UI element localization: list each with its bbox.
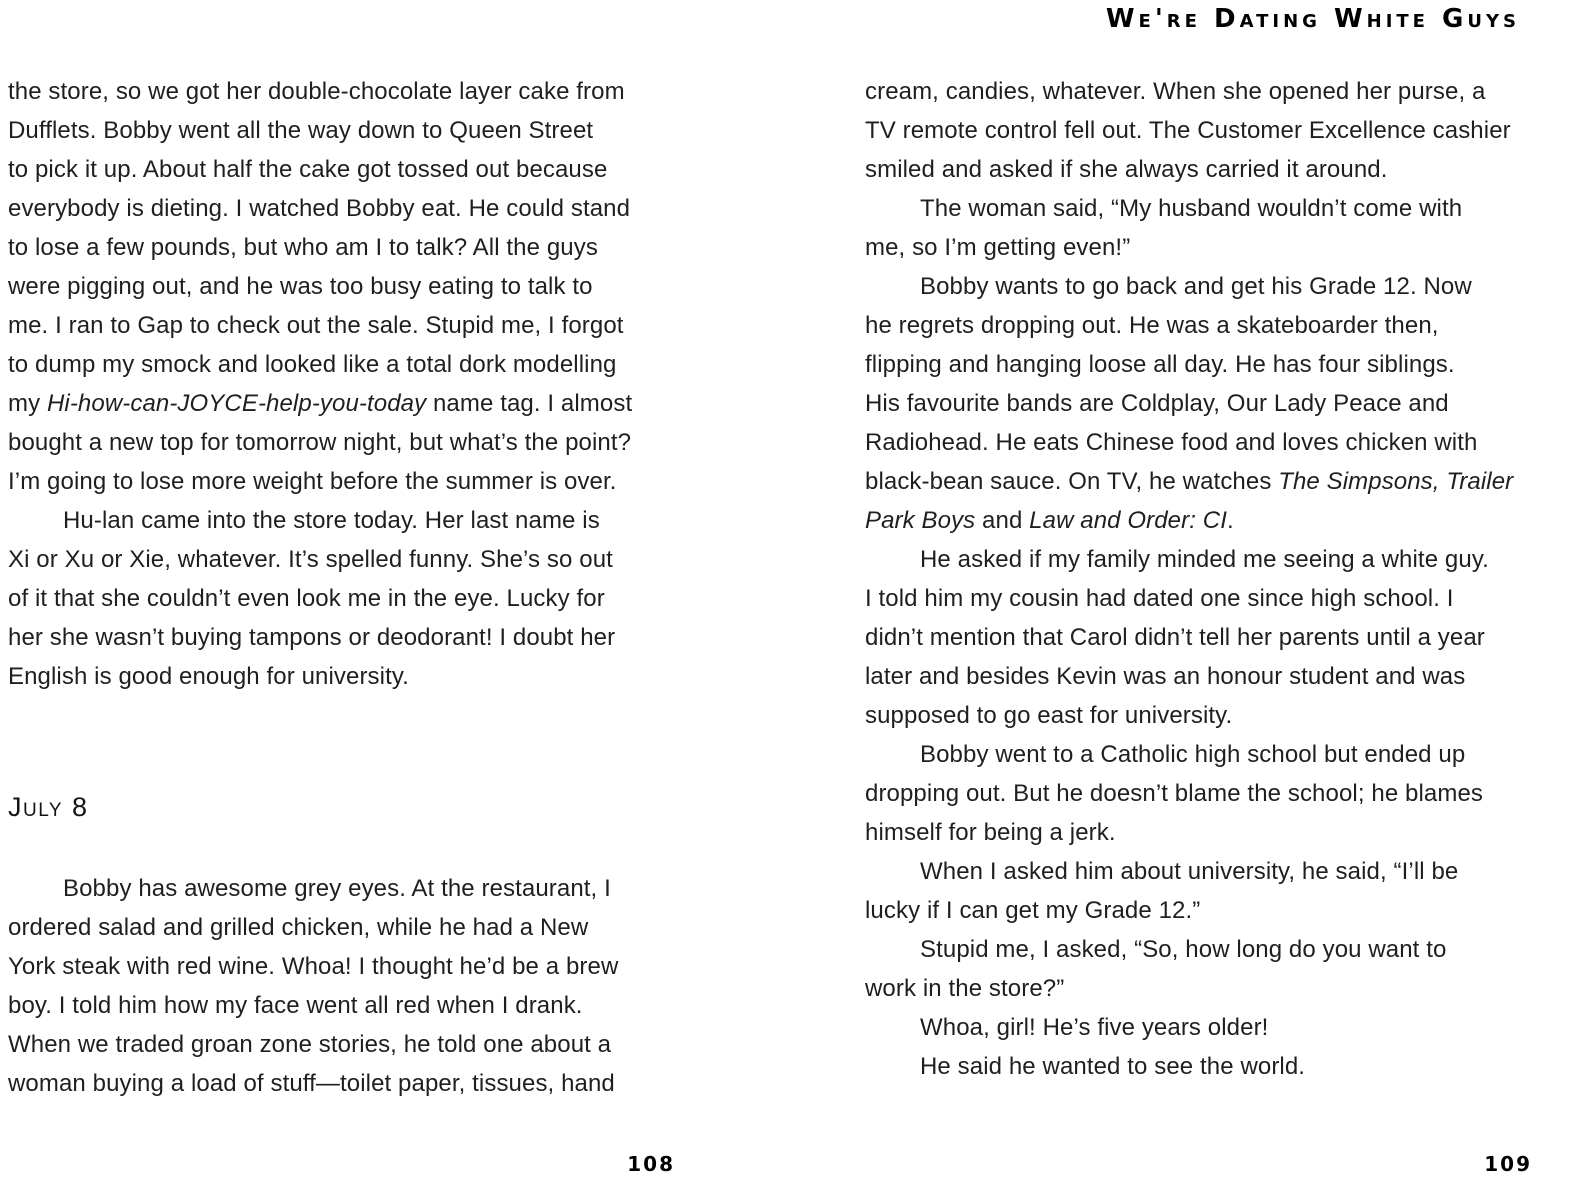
text-line: boy. I told him how my face went all red when I drank. [8,992,583,1019]
text-line: my Hi-how-can-JOYCE-help-you-today name tag. I almost [8,390,633,417]
text-line: He asked if my family minded me seeing a white guy. [920,546,1489,573]
text-line: lucky if I can get my Grade 12.” [865,897,1201,924]
text-line: me, so I’m getting even!” [865,234,1131,261]
text-line: Park Boys and Law and Order: CI. [865,507,1234,534]
text-line: Radiohead. He eats Chinese food and loves chicken with [865,429,1478,456]
paragraph [865,1008,1532,1047]
paragraph [8,501,675,696]
text-line: Bobby has awesome grey eyes. At the restaurant, I [63,875,611,902]
right-page-number: 109 [1484,1152,1532,1176]
text-line: English is good enough for university. [8,663,409,690]
text-line: himself for being a jerk. [865,819,1116,846]
paragraph [865,189,1532,267]
text-line: were pigging out, and he was too busy eating to talk to [8,273,593,300]
text-line: The woman said, “My husband wouldn’t come with [920,195,1463,222]
text-line: smiled and asked if she always carried it around. [865,156,1388,183]
right-page-text [865,72,1532,1086]
text-line: His favourite bands are Coldplay, Our Lady Peace and [865,390,1449,417]
text-line: to lose a few pounds, but who am I to talk? All the guys [8,234,598,261]
text-line: Dufflets. Bobby went all the way down to Queen Street [8,117,594,144]
text-line: I told him my cousin had dated one since high school. I [865,585,1454,612]
text-line: When we traded groan zone stories, he told one about a [8,1031,612,1058]
text-line: He said he wanted to see the world. [920,1053,1306,1080]
text-line: When I asked him about university, he said, “I’ll be [920,858,1459,885]
paragraph [8,869,675,1103]
text-line: Whoa, girl! He’s five years older! [920,1014,1269,1041]
paragraph [865,1047,1532,1086]
paragraph [865,930,1532,1008]
text-line: ordered salad and grilled chicken, while he had a New [8,914,589,941]
text-line: the store, so we got her double-chocolate layer cake from [8,78,625,105]
text-line: didn’t mention that Carol didn’t tell her parents until a year [865,624,1485,651]
text-line: her she wasn’t buying tampons or deodorant! I doubt her [8,624,616,651]
text-line: Bobby wants to go back and get his Grade 12. Now [920,273,1472,300]
text-line: of it that she couldn’t even look me in the eye. Lucky for [8,585,605,612]
paragraph [8,72,675,501]
right-page [865,72,1532,1200]
text-line: later and besides Kevin was an honour student and was [865,663,1466,690]
left-page [8,72,675,1200]
paragraph [865,540,1532,735]
text-line: to pick it up. About half the cake got tossed out because [8,156,608,183]
running-header: We're Dating White Guys [1105,4,1520,34]
text-line: bought a new top for tomorrow night, but what’s the point? [8,429,632,456]
text-line: Xi or Xu or Xie, whatever. It’s spelled funny. She’s so out [8,546,613,573]
paragraph [865,72,1532,189]
text-line: everybody is dieting. I watched Bobby eat. He could stand [8,195,631,222]
text-line: I’m going to lose more weight before the summer is over. [8,468,617,495]
paragraph [865,267,1532,540]
text-line: dropping out. But he doesn’t blame the school; he blames [865,780,1483,807]
text-line: cream, candies, whatever. When she opened her purse, a [865,78,1486,105]
text-line: Stupid me, I asked, “So, how long do you want to [920,936,1447,963]
left-page-number: 108 [627,1152,675,1176]
text-line: he regrets dropping out. He was a skateboarder then, [865,312,1439,339]
date-heading: July 8 [8,792,89,822]
text-line: supposed to go east for university. [865,702,1233,729]
text-line: flipping and hanging loose all day. He has four siblings. [865,351,1455,378]
text-line: black-bean sauce. On TV, he watches The Simpsons, Trailer [865,468,1514,495]
text-line: me. I ran to Gap to check out the sale. Stupid me, I forgot [8,312,624,339]
text-line: to dump my smock and looked like a total dork modelling [8,351,617,378]
text-line: woman buying a load of stuff—toilet paper, tissues, hand [8,1070,615,1097]
text-line: Hu-lan came into the store today. Her last name is [63,507,600,534]
text-line: York steak with red wine. Whoa! I thought he’d be a brew [8,953,619,980]
text-line: TV remote control fell out. The Customer Excellence cashier [865,117,1511,144]
text-line: Bobby went to a Catholic high school but ended up [920,741,1466,768]
left-page-text [8,72,675,1103]
paragraph [865,852,1532,930]
text-line: work in the store?” [865,975,1065,1002]
paragraph [865,735,1532,852]
